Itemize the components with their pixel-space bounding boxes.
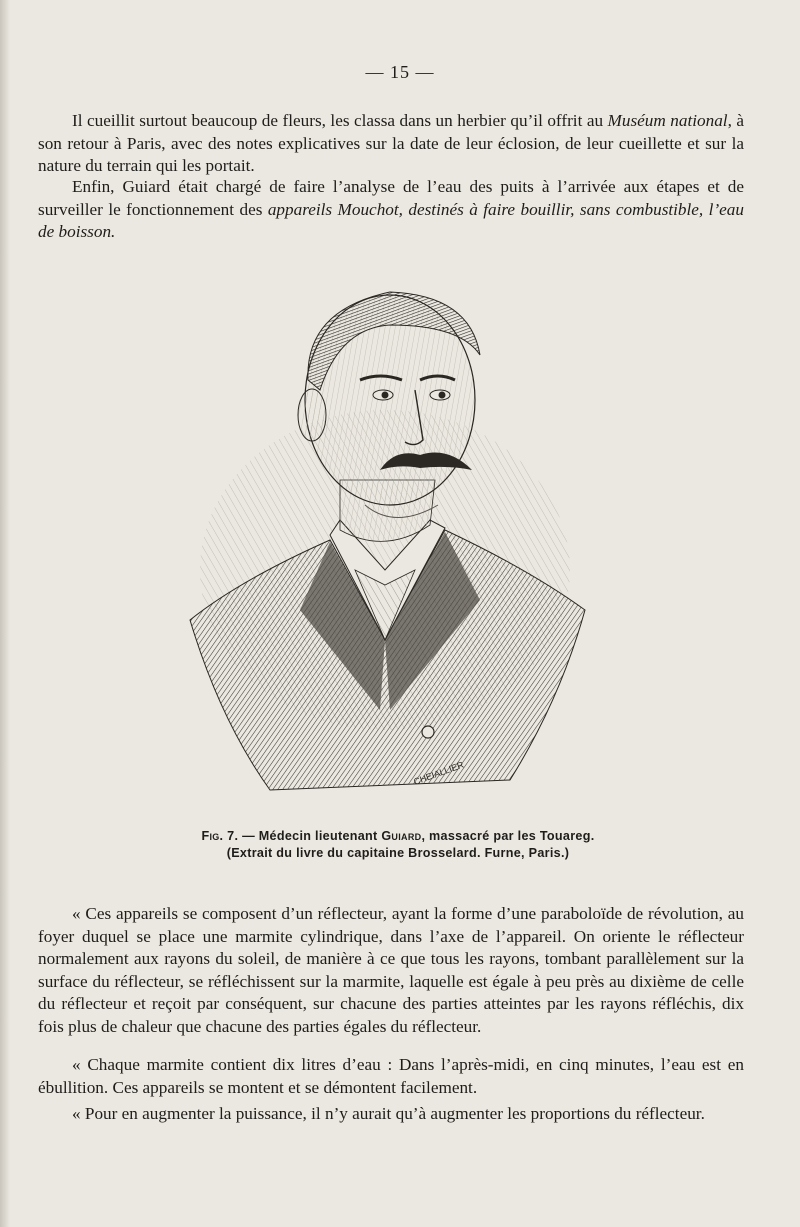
paragraph-text: « Chaque marmite contient dix litres d’eau : Dans l’après-midi, en cinq minutes, l’eau est en ébullition. Ces appareils se montent et se démontent facilement. [38,1055,744,1097]
portrait-illustration [180,280,600,800]
paragraph-text: Enfin, Guiard était chargé de faire l’analyse de l’eau des puits à l’arrivée aux étapes et de surveiller le fonctionnement des [38,177,744,219]
paragraph-text: Il cueillit surtout beaucoup de fleurs, les classa dans un herbier qu’il offrit au [72,111,608,130]
portrait-engraving [180,280,600,800]
page-number: — 15 — [365,62,435,82]
paragraph-puissance [38,1103,744,1126]
paragraph-text: « Pour en augmenter la puissance, il n’y aurait qu’à augmenter les proportions du réflecteur. [72,1104,705,1123]
page-gutter-shadow [0,0,10,1227]
figure-label: Fig. 7. [201,829,239,843]
paragraph-guiard-duties [38,176,744,244]
paragraph-marmite [38,1054,744,1099]
paragraph-appareils [38,903,744,1038]
paragraph-text: « Ces appareils se composent d’un réflecteur, ayant la forme d’une paraboloïde de révolution, au foyer duquel se place une marmite cylindrique, dans l’axe de l’appareil. On oriente le réflecteur normalement aux rayons du soleil, de manière à ce que tous les rayons, tombant parallèlement sur la surface du réflecteur, se réfléchissent sur la marmite, laquelle est égale à peu près au dixième de celle du réflecteur et reçoit par conséquent, sur chacune des parties atteintes par les rayons réfléchis, dix fois plus de chaleur que chacune des parties égales du réflecteur. [38,904,744,1036]
caption-dash: — [238,829,259,843]
italic-text: Muséum national [607,111,728,130]
caption-text: , massacré par les Touareg. [421,829,595,843]
italic-text: appareils Mouchot, destinés à faire bouillir, sans combustible, l’eau de boisson. [38,199,744,241]
caption-name: Guiard [381,829,422,843]
paragraph-text: , à son retour à Paris, avec des notes explicatives sur la date de leur éclosion, de leur cueillette et sur la nature du terrain qui les portait. [38,111,744,175]
paragraph-herbier [38,110,744,178]
figure-caption-line-1 [18,829,778,843]
engraver-signature: CHEIALLIER [412,759,466,787]
figure-caption-line-2: (Extrait du livre du capitaine Brosselard. Furne, Paris.) [226,846,570,860]
caption-text: Médecin lieutenant [258,829,382,843]
